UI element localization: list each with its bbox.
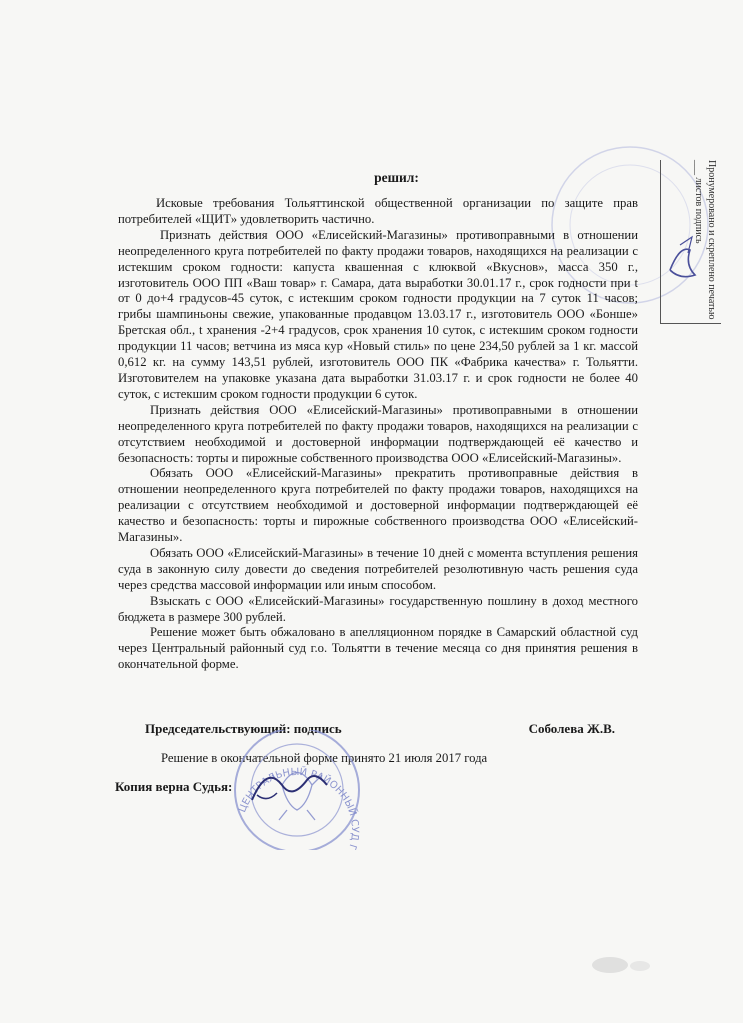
decision-heading: решил: bbox=[374, 170, 419, 185]
seal-ring-text: ЦЕНТРАЛЬНЫЙ РАЙОННЫЙ СУД Г bbox=[237, 766, 361, 850]
copy-true-label: Копия верна Судья: bbox=[115, 779, 233, 794]
paragraph-missing-info: Признать действия ООО «Елисейский-Магазины» противоправными в отношении неопределенного круга потребителей по факту продажи товаров, находящихся на реализации с отсутствием необходимой и достоверной информации подтверждающей её качество и безопасность: торты и пирожные собственного производства ООО «Елисейский-Магазины». bbox=[118, 402, 638, 465]
paragraph-state-fee: Взыскать с ООО «Елисейский-Магазины» государственную пошлину в доход местного бюджета в размере 300 рублей. bbox=[118, 593, 638, 624]
presiding-label: Председательствующий: подпись bbox=[145, 721, 342, 736]
paragraph-expired-goods: Признать действия ООО «Елисейский-Магазины» противоправными в отношении неопределенного круга потребителей по факту продажи товаров, находящихся на реализации с истекшим сроком годности: капуста квашенная с клюквой «Вкуснов», масса 350 г., изготовитель ООО ПП «Ваш товар» г. Самара, дата выработки 30.01.17 г., срок годности при t от 0 до+4 градусов-45 суток, с истекшим сроком годности продукции на 7 суток 11 часов; грибы шампиньоны свежие, упакованные продавцом 13.03.17 г., изготовитель ООО «Бонше» Бретская обл., t хранения -2+4 градусов, срок хранения 10 суток, с истекшим сроком годности продукции 11 часов; ветчина из мяса кур «Новый стиль» по цене 234,50 рублей за 1 кг. массой 0,612 кг. на сумму 143,51 рублей, изготовитель ООО ПК «Фабрика качества» г. Тольятти. Изготовителем на упаковке указана дата выработки 31.03.17 г. и срок годности не более 40 суток, с истекшим сроком годности продукции 6 суток. bbox=[118, 227, 638, 401]
judge-name: Соболева Ж.В. bbox=[528, 721, 615, 736]
page-count-text: Пронумеровано и скреплено печатью ___ листов подпись bbox=[693, 160, 717, 320]
decision-body bbox=[118, 196, 638, 673]
paragraph-oblige-stop: Обязать ООО «Елисейский-Магазины» прекратить противоправные действия в отношении неопределенного круга потребителей по факту продажи товаров, находящихся на реализации с отсутствием необходимой и достоверной информации подтверждающей её качество и безопасность: торты и пирожные собственного производства ООО «Елисейский-Магазины». bbox=[118, 466, 638, 545]
scan-smudge bbox=[585, 950, 665, 980]
court-seal bbox=[212, 730, 382, 850]
final-form-date: Решение в окончательной форме принято 21 июля 2017 года bbox=[161, 751, 488, 765]
paragraph-oblige-publish: Обязать ООО «Елисейский-Магазины» в течение 10 дней с момента вступления решения суда в законную силу довести до сведения потребителей резолютивную часть решения суда через средства массовой информации или иным способом. bbox=[118, 545, 638, 592]
paragraph-claims: Исковые требования Тольяттинской общественной организации по защите прав потребителей «ЩИТ» удовлетворить частично. bbox=[118, 196, 638, 226]
paragraph-appeal: Решение может быть обжаловано в апелляционном порядке в Самарский областной суд через Центральный районный суд г.о. Тольятти в течение месяца со дня принятия решения в окончательной форме. bbox=[118, 625, 638, 672]
